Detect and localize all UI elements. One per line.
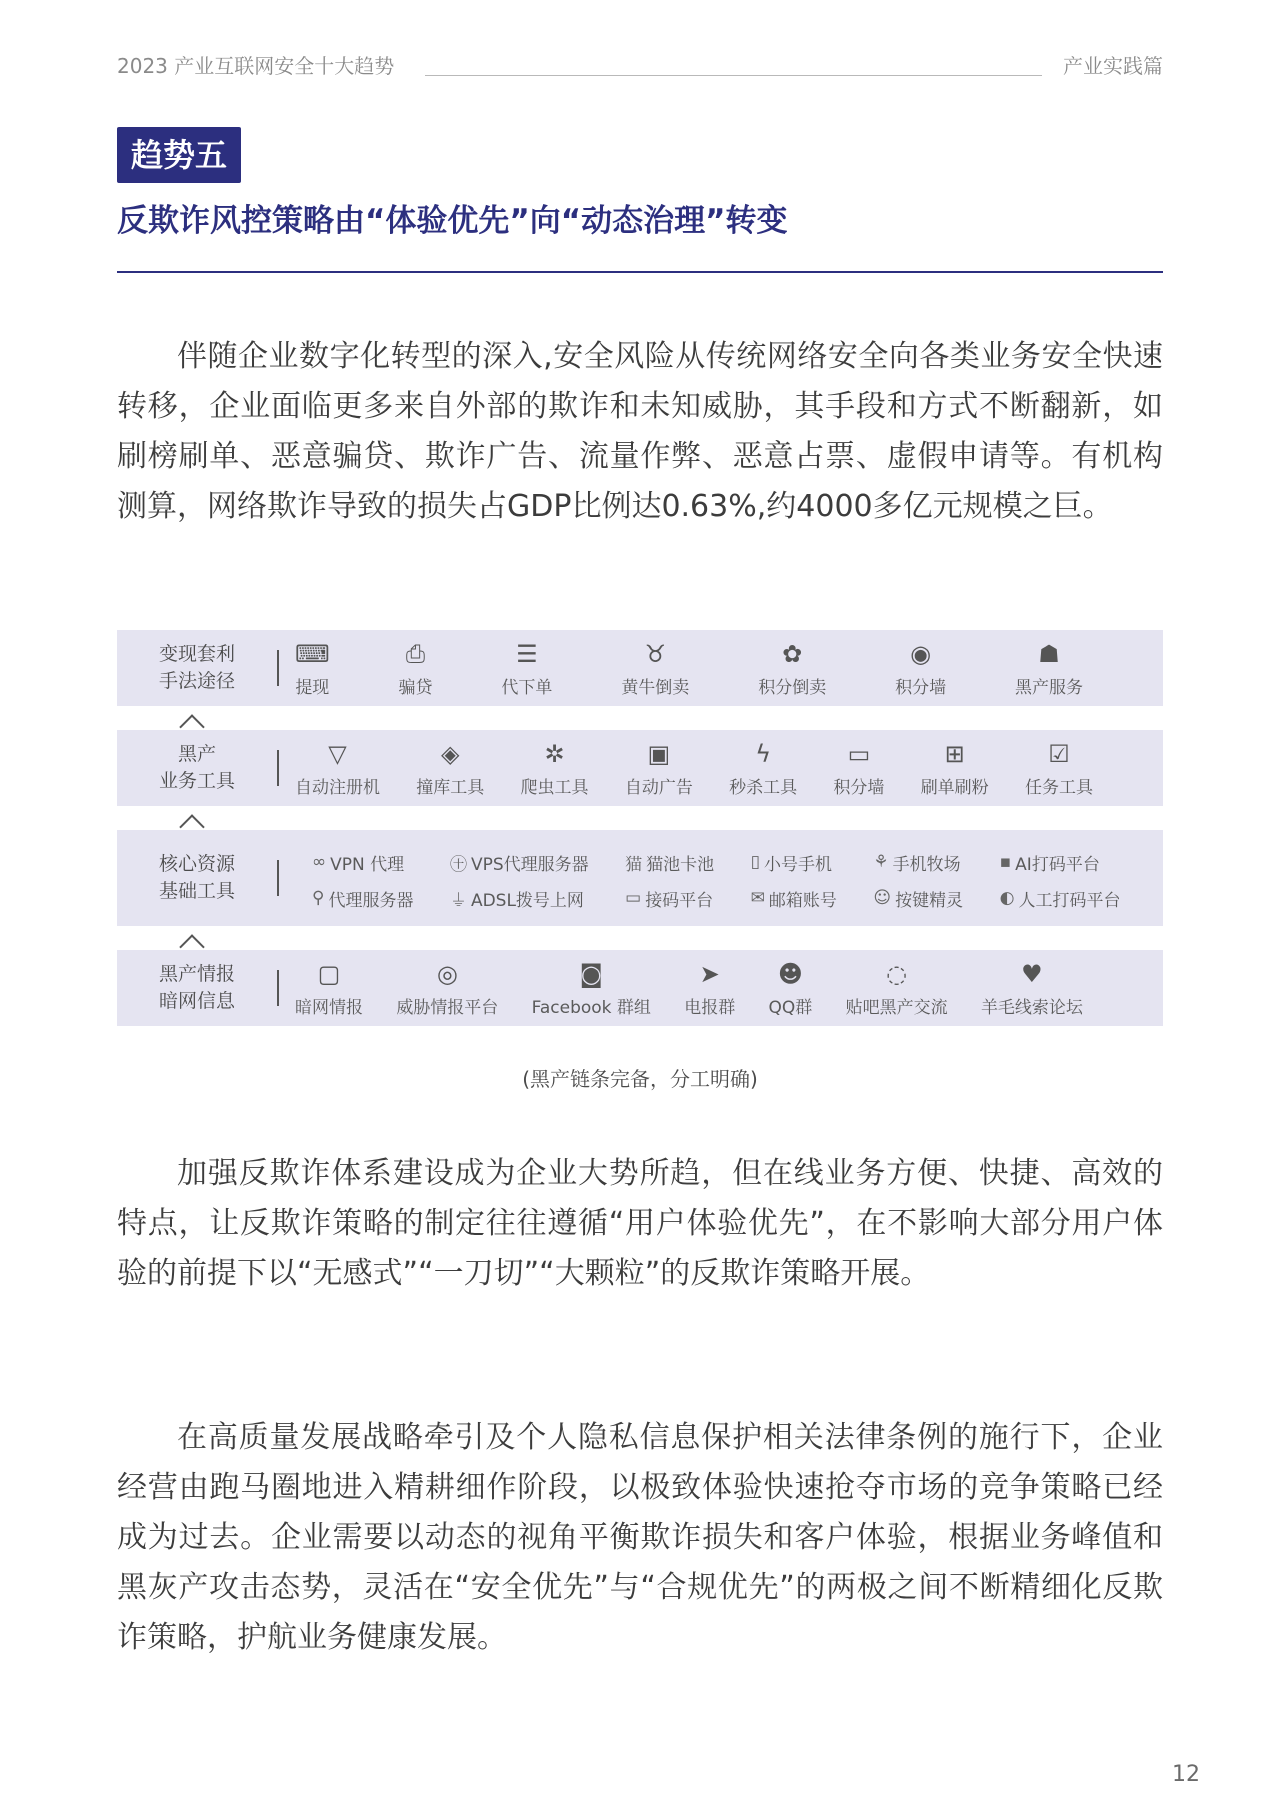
item-brush bbox=[921, 739, 989, 798]
ai-icon: ▪ bbox=[999, 852, 1012, 872]
threat-icon: ◎ bbox=[436, 959, 458, 988]
figure-caption: (黑产链条完备，分工明确) bbox=[522, 1067, 758, 1091]
item-order bbox=[501, 639, 552, 698]
farm-icon: ⚘ bbox=[873, 852, 889, 872]
task-icon: ☑ bbox=[1048, 739, 1070, 768]
item-mail bbox=[751, 886, 860, 911]
flash-icon: ϟ bbox=[755, 739, 772, 768]
figure-row-monetize bbox=[117, 630, 1163, 706]
proxy-icon: ⚲ bbox=[312, 888, 325, 908]
row-label-line: 变现套利 bbox=[158, 643, 235, 665]
item-code bbox=[625, 886, 737, 911]
row-items bbox=[295, 630, 1153, 706]
forum-icon: ♥ bbox=[1021, 959, 1043, 988]
header-section: 产业实践篇 bbox=[1063, 54, 1163, 78]
row-label-line: 核心资源 bbox=[158, 853, 235, 875]
item-label: QQ群 bbox=[768, 997, 813, 1018]
item-label: 积分墙 bbox=[833, 777, 885, 798]
item-label: 提现 bbox=[295, 677, 330, 698]
item-label: 小号手机 bbox=[763, 854, 832, 875]
sprite-icon: ☺ bbox=[873, 888, 892, 908]
paragraph-2: 加强反欺诈体系建设成为企业大势所趋，但在线业务方便、快捷、高效的特点，让反欺诈策略的制定往往遵循“用户体验优先”，在不影响大部分用户体验的前提下以“无感式”“一刀切”“大颗粒”的反欺诈策略开展。 bbox=[117, 1156, 1163, 1291]
row-label-line: 基础工具 bbox=[158, 880, 235, 902]
points-icon: ◉ bbox=[910, 639, 932, 668]
item-label: 骗贷 bbox=[398, 677, 433, 698]
item-label: 贴吧黑产交流 bbox=[845, 997, 948, 1018]
cat-icon: 猫 bbox=[625, 854, 643, 875]
item-flash bbox=[729, 739, 797, 798]
vps-icon: ㊉ bbox=[449, 854, 467, 875]
header-title: 2023 产业互联网安全十大趋势 bbox=[117, 54, 395, 78]
item-label: 积分倒卖 bbox=[758, 677, 827, 698]
item-telegram bbox=[684, 959, 735, 1018]
item-loan bbox=[399, 639, 433, 698]
item-label: 按键精灵 bbox=[895, 890, 964, 911]
row-label bbox=[117, 630, 277, 706]
trend-badge: 趋势五 bbox=[117, 127, 241, 183]
human-icon: ◐ bbox=[999, 888, 1015, 908]
item-label: ADSL拨号上网 bbox=[470, 890, 584, 911]
item-label: 羊毛线索论坛 bbox=[980, 997, 1083, 1018]
row-label-line: 手法途径 bbox=[158, 670, 235, 692]
item-label: AI打码平台 bbox=[1015, 854, 1100, 875]
item-scalper bbox=[621, 639, 689, 698]
row-label-line: 黑产 bbox=[177, 743, 216, 765]
item-human bbox=[1000, 886, 1143, 911]
item-points bbox=[895, 639, 946, 698]
item-label: VPS代理服务器 bbox=[470, 854, 589, 875]
item-darkweb bbox=[295, 959, 363, 1018]
item-pointwall bbox=[833, 739, 884, 798]
cash-icon: ⌨ bbox=[295, 639, 330, 668]
item-crawler bbox=[521, 739, 589, 798]
item-piggy bbox=[758, 639, 826, 698]
item-label: 撞库工具 bbox=[416, 777, 485, 798]
loan-icon: ⎙ bbox=[405, 639, 426, 668]
piggy-icon: ✿ bbox=[782, 639, 803, 668]
scalper-icon: ♉ bbox=[644, 639, 667, 668]
item-farm bbox=[873, 850, 985, 875]
telegram-icon: ➤ bbox=[699, 959, 720, 988]
item-label: 电报群 bbox=[684, 997, 736, 1018]
register-icon: ▽ bbox=[328, 739, 347, 768]
item-qq bbox=[769, 959, 813, 1018]
paragraph-1: 伴随企业数字化转型的深入,安全风险从传统网络安全向各类业务安全快速转移，企业面临更多来自外部的欺诈和未知威胁，其手段和方式不断翻新，如刷榜刷单、恶意骗贷、欺诈广告、流量作弊、恶意占票、虚假申请等。有机构测算，网络欺诈导致的损失占GDP比例达0.63%,约4000多亿元规模之巨。 bbox=[117, 339, 1163, 524]
item-label: 手机牧场 bbox=[892, 854, 961, 875]
item-label: 邮箱账号 bbox=[768, 890, 837, 911]
row-items bbox=[295, 950, 1153, 1026]
row-separator bbox=[277, 650, 279, 686]
gift-icon: ⊞ bbox=[944, 739, 965, 768]
item-label: Facebook 群组 bbox=[531, 997, 651, 1018]
row-label-line: 暗网信息 bbox=[158, 990, 235, 1012]
service-icon: ☗ bbox=[1038, 639, 1060, 668]
item-label: 任务工具 bbox=[1024, 777, 1093, 798]
row-separator bbox=[277, 750, 279, 786]
item-vps bbox=[450, 850, 611, 875]
code-icon: ▭ bbox=[625, 888, 642, 908]
figure-row-tools bbox=[117, 730, 1163, 806]
row-label bbox=[117, 950, 277, 1026]
item-label: 爬虫工具 bbox=[520, 777, 589, 798]
item-label: 秒杀工具 bbox=[729, 777, 798, 798]
item-service bbox=[1015, 639, 1083, 698]
item-label: 猫池卡池 bbox=[646, 854, 715, 875]
row-separator bbox=[277, 860, 279, 896]
item-sprite bbox=[873, 886, 985, 911]
item-label: 接码平台 bbox=[645, 890, 714, 911]
item-task bbox=[1025, 739, 1093, 798]
item-label: 代下单 bbox=[501, 677, 553, 698]
diamond-icon: ◈ bbox=[441, 739, 460, 768]
row-separator bbox=[277, 970, 279, 1006]
item-cash bbox=[295, 639, 330, 698]
page-title: 反欺诈风控策略由“体验优先”向“动态治理”转变 bbox=[117, 203, 788, 239]
item-label: VPN 代理 bbox=[330, 854, 405, 875]
item-credential bbox=[416, 739, 484, 798]
adsl-icon: ⏚ bbox=[449, 890, 467, 911]
row-items bbox=[295, 730, 1153, 806]
row-items bbox=[312, 844, 1143, 916]
item-register bbox=[295, 739, 380, 798]
item-phone bbox=[751, 850, 860, 875]
item-label: 自动广告 bbox=[624, 777, 693, 798]
item-adsl bbox=[450, 886, 611, 911]
item-label: 积分墙 bbox=[895, 677, 947, 698]
title-divider bbox=[117, 271, 1163, 273]
row-label-line: 业务工具 bbox=[158, 770, 235, 792]
item-ai bbox=[1000, 850, 1143, 875]
tieba-icon: ◌ bbox=[886, 959, 908, 988]
facebook-icon: ◙ bbox=[579, 959, 603, 988]
mail-icon: ✉ bbox=[750, 888, 765, 908]
item-facebook bbox=[532, 959, 651, 1018]
item-ad bbox=[625, 739, 693, 798]
order-icon: ☰ bbox=[516, 639, 538, 668]
item-label: 刷单刷粉 bbox=[920, 777, 989, 798]
qq-icon: ☻ bbox=[777, 959, 803, 988]
item-forum bbox=[981, 959, 1083, 1018]
darkweb-icon: ▢ bbox=[317, 959, 341, 988]
row-label bbox=[117, 830, 277, 926]
page-number: 12 bbox=[1172, 1762, 1200, 1787]
header-divider bbox=[425, 75, 1042, 76]
ad-icon: ▣ bbox=[647, 739, 671, 768]
item-proxy bbox=[312, 886, 436, 911]
item-label: 暗网情报 bbox=[295, 997, 363, 1018]
item-label: 人工打码平台 bbox=[1018, 890, 1121, 911]
paragraph-3: 在高质量发展战略牵引及个人隐私信息保护相关法律条例的施行下，企业经营由跑马圈地进入精耕细作阶段，以极致体验快速抢夺市场的竞争策略已经成为过去。企业需要以动态的视角平衡欺诈损失和客户体验，根据业务峰值和黑灰产攻击态势，灵活在“安全优先”与“合规优先”的两极之间不断精细化反欺诈策略，护航业务健康发展。 bbox=[117, 1420, 1163, 1655]
row-label bbox=[117, 730, 277, 806]
bug-icon: ✲ bbox=[544, 739, 565, 768]
item-label: 黄牛倒卖 bbox=[621, 677, 690, 698]
item-label: 自动注册机 bbox=[295, 777, 380, 798]
figure-row-resources bbox=[117, 830, 1163, 926]
item-tieba bbox=[846, 959, 948, 1018]
item-label: 代理服务器 bbox=[328, 890, 414, 911]
row-label-line: 黑产情报 bbox=[158, 963, 235, 985]
item-threat bbox=[396, 959, 498, 1018]
figure-row-intel bbox=[117, 950, 1163, 1026]
phone-icon: ▯ bbox=[750, 852, 760, 872]
item-cat bbox=[625, 850, 737, 875]
item-label: 黑产服务 bbox=[1014, 677, 1083, 698]
chart-icon: ▭ bbox=[847, 739, 871, 768]
vpn-icon: ∞ bbox=[312, 852, 327, 872]
item-label: 威胁情报平台 bbox=[396, 997, 499, 1018]
item-vpn bbox=[312, 850, 436, 875]
